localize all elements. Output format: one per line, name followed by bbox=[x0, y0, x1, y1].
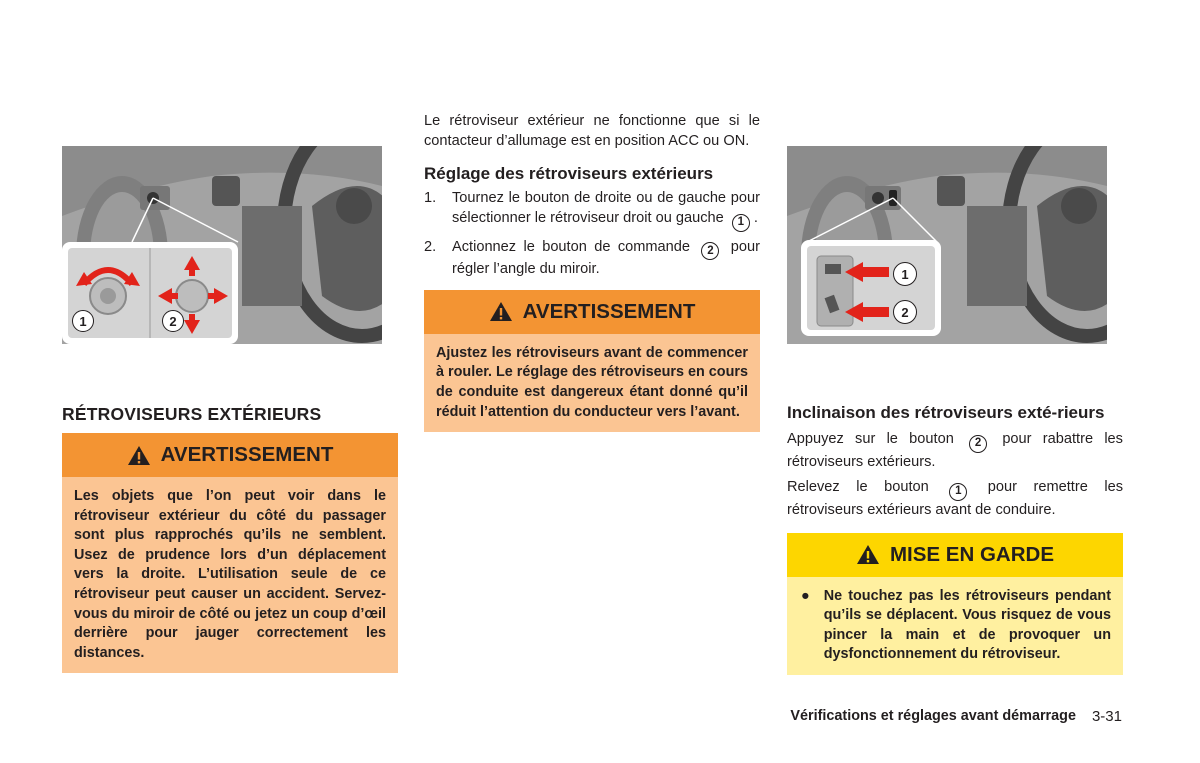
caution-bullet-item bbox=[799, 587, 1111, 665]
warning-triangle-icon bbox=[127, 445, 151, 466]
step-text: Actionnez le bouton de commande bbox=[452, 238, 691, 255]
bullet-dot: ● bbox=[801, 587, 810, 604]
warning-box-left bbox=[62, 433, 398, 673]
warning-header bbox=[424, 290, 760, 334]
step-text-end: pour régler l’angle du miroir. bbox=[452, 238, 760, 278]
chapter-title: Vérifications et réglages avant démarrage bbox=[790, 708, 1076, 724]
middle-column bbox=[424, 112, 760, 432]
step-text: Tournez le bouton de droite ou de gauche pour sélectionner le rétroviseur droit ou gauche bbox=[452, 190, 760, 226]
adjust-steps-list bbox=[424, 189, 760, 280]
step-number: 2. bbox=[424, 238, 437, 255]
warning-triangle-icon bbox=[856, 544, 880, 565]
para-text: Appuyez sur le bouton bbox=[787, 431, 954, 447]
figure-callout-1: 1 bbox=[72, 310, 94, 332]
dashboard-illustration bbox=[62, 146, 382, 344]
unfold-paragraph bbox=[787, 478, 1123, 520]
warning-triangle-icon bbox=[489, 301, 513, 322]
page-number: 3-31 bbox=[1091, 708, 1122, 725]
warning-title: AVERTISSEMENT bbox=[522, 299, 696, 323]
subsection-title-fold: Inclinaison des rétroviseurs exté-rieurs bbox=[787, 403, 1105, 422]
reference-callout: 2 bbox=[701, 242, 719, 260]
page-footer bbox=[790, 708, 1122, 725]
warning-box-middle bbox=[424, 290, 760, 432]
figure-callout-1: 1 bbox=[893, 262, 917, 286]
warning-header bbox=[62, 433, 398, 477]
reference-callout: 1 bbox=[949, 483, 967, 501]
dashboard-illustration-fold bbox=[787, 146, 1107, 344]
warning-body: Ajustez les rétroviseurs avant de commencer à rouler. Le réglage des rétroviseurs en cours de conduite est dangereux étant donné qu’il réduit l’attention du conducteur vers l’avant. bbox=[424, 334, 760, 432]
step-item bbox=[424, 189, 760, 231]
subsection-title-adjust: Réglage des rétroviseurs extérieurs bbox=[424, 164, 714, 184]
caution-box bbox=[787, 533, 1123, 675]
right-column bbox=[787, 146, 1123, 675]
caution-text: Ne touchez pas les rétroviseurs pendant qu’ils se déplacent. Vous risquez de vous pincer la main et de provoquer un dysfonctionnement du rétroviseur. bbox=[823, 587, 1111, 663]
para-text-end: pour rabattre les rétroviseurs extérieurs. bbox=[787, 431, 1123, 470]
reference-callout: 1 bbox=[732, 214, 750, 232]
fold-paragraph bbox=[787, 430, 1123, 472]
intro-paragraph: Le rétroviseur extérieur ne fonctionne que si le contacteur d’allumage est en position ACC ou ON. bbox=[424, 113, 760, 149]
figure-callout-2: 2 bbox=[162, 310, 184, 332]
para-text-end: pour remettre les rétroviseurs extérieurs avant de conduire. bbox=[787, 479, 1123, 519]
section-title: RÉTROVISEURS EXTÉRIEURS bbox=[62, 404, 322, 424]
reference-callout: 2 bbox=[969, 435, 987, 453]
mirror-control-figure-left bbox=[62, 146, 382, 344]
caution-title: MISE EN GARDE bbox=[889, 542, 1055, 566]
caution-header bbox=[787, 533, 1123, 577]
step-item bbox=[424, 238, 760, 280]
mirror-control-figure-right bbox=[787, 146, 1107, 344]
warning-body: Les objets que l’on peut voir dans le rétroviseur extérieur du côté du passager sont plus rapprochés qu’ils ne semblent. Usez de prudence lors d’un déplacement vers la droite. L’utilisation seule de ce rétroviseur peut causer un accident. Servez-vous du miroir de côté ou jetez un coup d’œil derrière pour jauger correctement les distances. bbox=[62, 477, 398, 673]
left-column bbox=[62, 146, 398, 673]
figure-callout-2: 2 bbox=[893, 300, 917, 324]
warning-title: AVERTISSEMENT bbox=[160, 443, 334, 466]
para-text: Relevez le bouton bbox=[787, 479, 929, 496]
step-text-end: . bbox=[753, 209, 758, 226]
step-number: 1. bbox=[424, 190, 437, 207]
caution-body bbox=[787, 577, 1123, 675]
